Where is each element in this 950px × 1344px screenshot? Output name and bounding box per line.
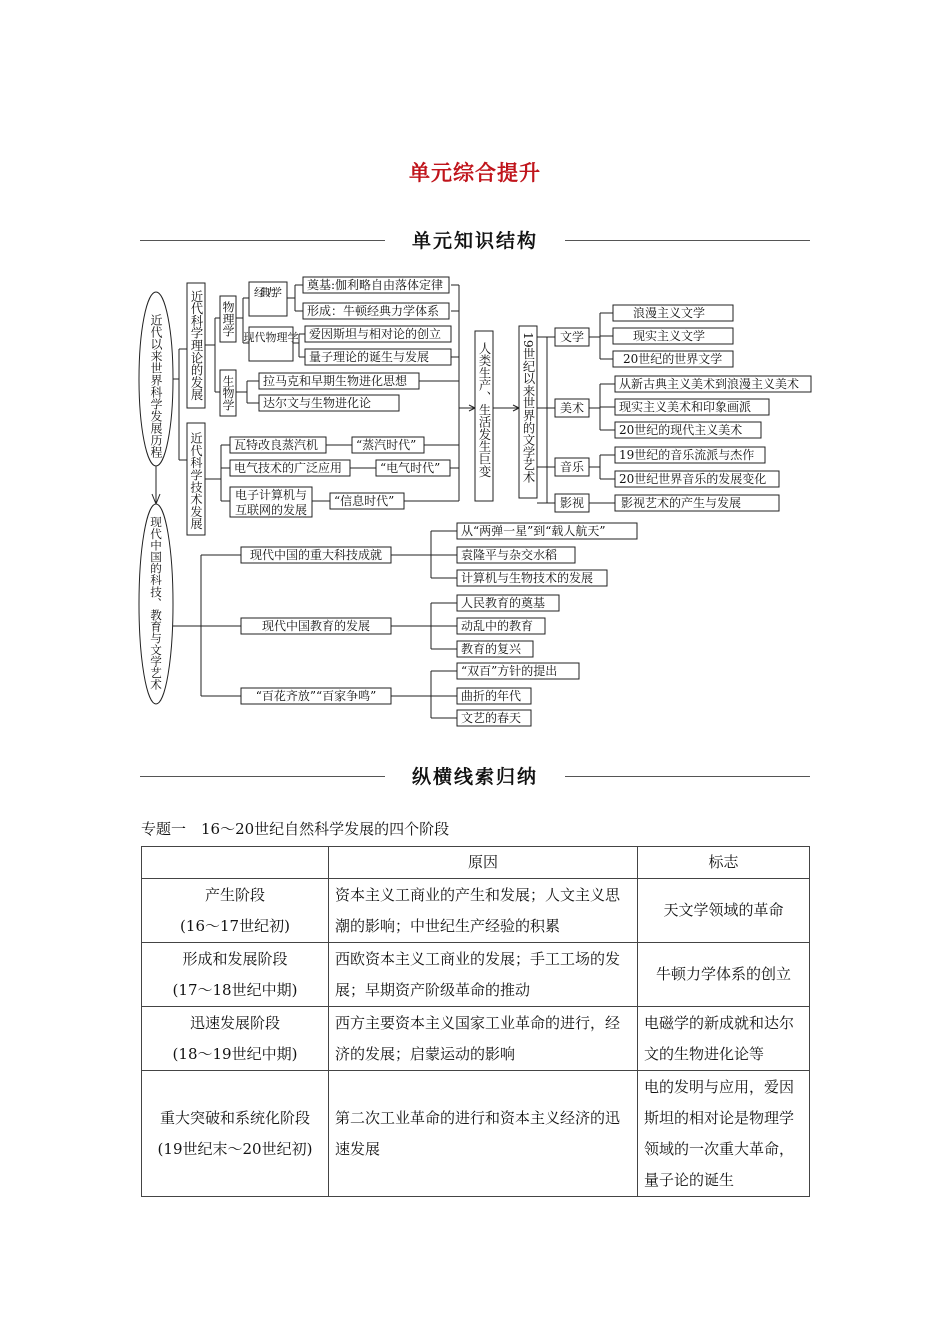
cn1-sub-3: 计算机与生物技术的发展: [461, 571, 594, 585]
film-label: 影视: [559, 496, 585, 510]
stage-cell: [142, 879, 329, 943]
root2-label: 现代中国的科技、教育与文学艺术: [149, 516, 163, 690]
table-row: [142, 1071, 810, 1197]
cn-item-3: “百花齐放”“百家争鸣”: [255, 689, 377, 703]
tech-item-1: 瓦特改良蒸汽机: [234, 438, 319, 452]
mark-cell: 电的发明与应用，爱因斯坦的相对论是物理学领域的一次重大革命，量子论的诞生: [638, 1071, 810, 1197]
section-heading-structure: [140, 226, 810, 256]
cause-cell: 资本主义工商业的产生和发展；人文主义思潮的影响；中世纪生产经验的积累: [329, 879, 638, 943]
cn-item-1: 现代中国的重大科技成就: [249, 548, 383, 562]
music-item-2: 20世纪世界音乐的发展变化: [619, 472, 767, 486]
header-mark: 标志: [638, 847, 810, 879]
cause-cell: 第二次工业革命的进行和资本主义经济的迅速发展: [329, 1071, 638, 1197]
phys-item-4: 量子理论的诞生与发展: [309, 350, 430, 364]
topic-heading: 专题一 16～20世纪自然科学发展的四个阶段: [141, 820, 450, 838]
mark-cell: 天文学领域的革命: [638, 879, 810, 943]
table-row: [142, 879, 810, 943]
mark-cell: 牛顿力学体系的创立: [638, 943, 810, 1007]
phys-item-2: 形成：牛顿经典力学体系: [307, 304, 440, 318]
table-header-row: [142, 847, 810, 879]
table-row: [142, 943, 810, 1007]
fine-label: 美术: [559, 401, 585, 415]
biology-label: 生物学: [221, 375, 235, 411]
cause-cell: 西方主要资本主义国家工业革命的进行，经济的发展；启蒙运动的影响: [329, 1007, 638, 1071]
tech3-line1: 电子计算机与: [234, 488, 308, 502]
section-heading-clues: [140, 762, 810, 792]
tech-era-2: “电气时代”: [380, 461, 441, 475]
cause-cell: 西欧资本主义工商业的发展；手工工场的发展；早期资产阶级革命的推动: [329, 943, 638, 1007]
film-item-1: 影视艺术的产生与发展: [621, 496, 742, 510]
bio-item-2: 达尔文与生物进化论: [263, 396, 372, 410]
knowledge-structure-diagram: [135, 268, 815, 740]
stage-cell: [142, 1007, 329, 1071]
page-title: 单元综合提升: [409, 161, 541, 185]
cn3-sub-2: 曲折的年代: [461, 689, 522, 703]
classical-mech-label: 经典力学: [254, 286, 282, 299]
cn1-sub-2: 袁隆平与杂交水稻: [461, 548, 558, 562]
stage-period: (19世纪末～20世纪初): [157, 1139, 313, 1158]
modern-phys-label: 现代物理学: [243, 331, 299, 344]
cn-item-2: 现代中国教育的发展: [261, 619, 371, 633]
phys-item-3: 爱因斯坦与相对论的创立: [309, 327, 442, 341]
section-title: 单元知识结构: [411, 230, 538, 252]
human-label: 人类生产、生活发生巨变: [477, 342, 491, 478]
section-title: 纵横线索归纳: [411, 766, 538, 788]
stage-period: (17～18世纪中期): [172, 980, 298, 999]
cn1-sub-1: 从“两弹一星”到“载人航天”: [461, 524, 606, 538]
phys-item-1: 奠基:伽利略自由落体定律: [307, 278, 444, 292]
lit-item-1: 浪漫主义文学: [633, 306, 706, 320]
fine-item-2: 现实主义美术和印象画派: [619, 400, 752, 414]
stage-cell: [142, 1071, 329, 1197]
cn3-sub-1: “双百”方针的提出: [461, 664, 558, 678]
table-row: [142, 1007, 810, 1071]
art19-label: 19世纪以来世界的文学艺术: [521, 332, 535, 483]
fine-item-3: 20世纪的现代主义美术: [619, 423, 743, 437]
music-item-1: 19世纪的音乐流派与杰作: [619, 448, 755, 462]
stage-name: 产生阶段: [204, 885, 265, 904]
header-blank: [142, 847, 329, 879]
sci-tech-label: 近代科学技术发展: [189, 432, 203, 530]
cn3-sub-3: 文艺的春天: [461, 711, 522, 725]
lit-item-2: 现实主义文学: [633, 329, 706, 343]
stage-name: 迅速发展阶段: [189, 1013, 280, 1032]
stage-period: (18～19世纪中期): [172, 1044, 298, 1063]
cn2-sub-2: 动乱中的教育: [461, 619, 534, 633]
stage-name: 重大突破和系统化阶段: [159, 1108, 310, 1127]
physics-label: 物理学: [221, 301, 235, 337]
tech-era-3: “信息时代”: [334, 494, 395, 508]
header-cause: 原因: [329, 847, 638, 879]
mark-cell: 电磁学的新成就和达尔文的生物进化论等: [638, 1007, 810, 1071]
sci-theory-label: 近代科学理论的发展: [189, 290, 203, 401]
tech3-line2: 互联网的发展: [234, 503, 308, 517]
lit-label: 文学: [559, 330, 585, 344]
stages-table: [141, 846, 810, 1197]
music-label: 音乐: [559, 460, 585, 474]
stage-cell: [142, 943, 329, 1007]
stage-period: (16～17世纪初): [180, 916, 290, 935]
stage-name: 形成和发展阶段: [182, 949, 288, 968]
root1-label: 近代以来世界科学发展历程: [149, 314, 163, 458]
tech-era-1: “蒸汽时代”: [356, 438, 417, 452]
fine-item-1: 从新古典主义美术到浪漫主义美术: [619, 377, 800, 391]
lit-item-3: 20世纪的世界文学: [623, 352, 723, 366]
cn2-sub-3: 教育的复兴: [461, 642, 522, 656]
bio-item-1: 拉马克和早期生物进化思想: [263, 374, 408, 388]
tech-item-2: 电气技术的广泛应用: [234, 461, 343, 475]
cn2-sub-1: 人民教育的奠基: [461, 596, 546, 610]
